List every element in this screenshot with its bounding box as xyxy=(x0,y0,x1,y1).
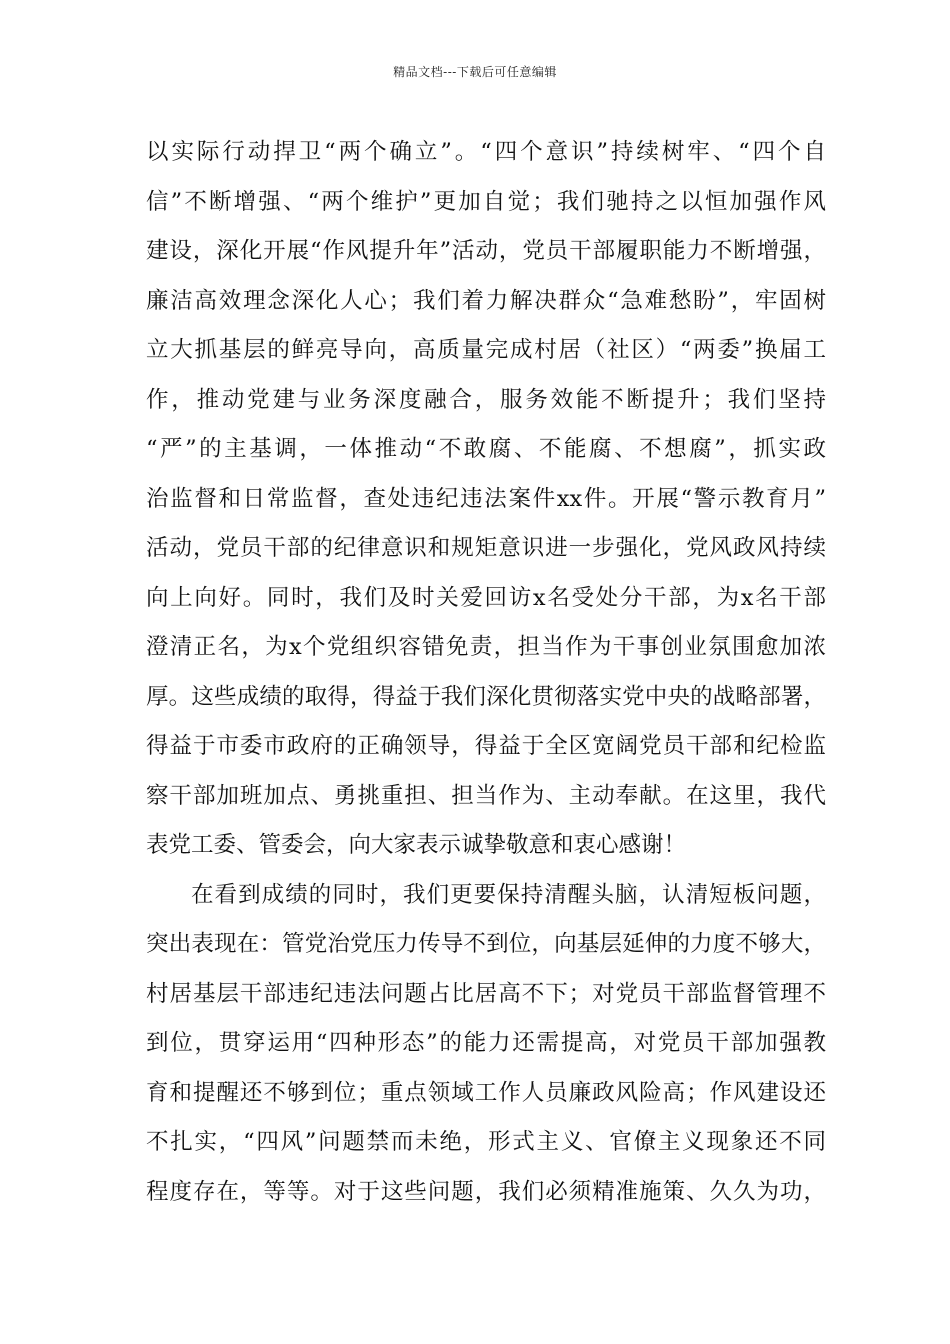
text-line: 活动，党员干部的纪律意识和规矩意识进一步强化，党风政风持续 xyxy=(146,535,826,561)
text-line: 表党工委、管委会，向大家表示诚挚敬意和衷心感谢！ xyxy=(146,832,687,858)
text-line: 建设，深化开展“作风提升年”活动，党员干部履职能力不断增强， xyxy=(146,238,826,264)
text-line: 厚。这些成绩的取得，得益于我们深化贯彻落实党中央的战略部署， xyxy=(146,683,826,710)
text-line: 立大抓基层的鲜亮导向，高质量完成村居（社区）“两委”换届工 xyxy=(146,337,826,363)
text-line: 治监督和日常监督，查处违纪违法案件xx件。开展“警示教育月” xyxy=(146,485,826,512)
text-line: 突出表现在：管党治党压力传导不到位，向基层延伸的力度不够大， xyxy=(146,931,826,957)
text-line: “严”的主基调，一体推动“不敢腐、不能腐、不想腐”，抓实政 xyxy=(146,436,826,462)
text-line: 察干部加班加点、勇挑重担、担当作为、主动奉献。在这里，我代 xyxy=(146,782,826,809)
text-line: 澄清正名，为x个党组织容错免责，担当作为干事创业氛围愈加浓 xyxy=(146,634,826,660)
text-line: 向上向好。同时，我们及时关爱回访x名受处分干部，为x名干部 xyxy=(146,584,826,611)
text-line: 在看到成绩的同时，我们更要保持清醒头脑，认清短板问题， xyxy=(191,881,826,908)
text-line: 作，推动党建与业务深度融合，服务效能不断提升；我们坚持 xyxy=(146,386,826,413)
document-body xyxy=(146,128,826,1217)
text-line: 不扎实，“四风”问题禁而未绝，形式主义、官僚主义现象还不同 xyxy=(146,1129,826,1155)
text-line: 到位，贯穿运用“四种形态”的能力还需提高，对党员干部加强教 xyxy=(146,1030,826,1056)
text-line: 程度存在，等等。对于这些问题，我们必须精准施策、久久为功， xyxy=(146,1178,826,1205)
text-line: 以实际行动捍卫“两个确立”。“四个意识”持续树牢、“四个自 xyxy=(146,139,826,165)
text-line: 村居基层干部违纪违法问题占比居高不下；对党员干部监督管理不 xyxy=(146,980,826,1007)
paragraph-1 xyxy=(146,128,826,871)
page-header: 精品文档---下载后可任意编辑 xyxy=(393,65,557,79)
text-line: 信”不断增强、“两个维护”更加自觉；我们驰持之以恒加强作风 xyxy=(146,188,826,215)
text-line: 廉洁高效理念深化人心；我们着力解决群众“急难愁盼”，牢固树 xyxy=(146,287,826,314)
text-line: 得益于市委市政府的正确领导，得益于全区宽阔党员干部和纪检监 xyxy=(146,733,826,759)
text-line: 育和提醒还不够到位；重点领域工作人员廉政风险高；作风建设还 xyxy=(146,1079,826,1106)
paragraph-2 xyxy=(146,871,826,1218)
